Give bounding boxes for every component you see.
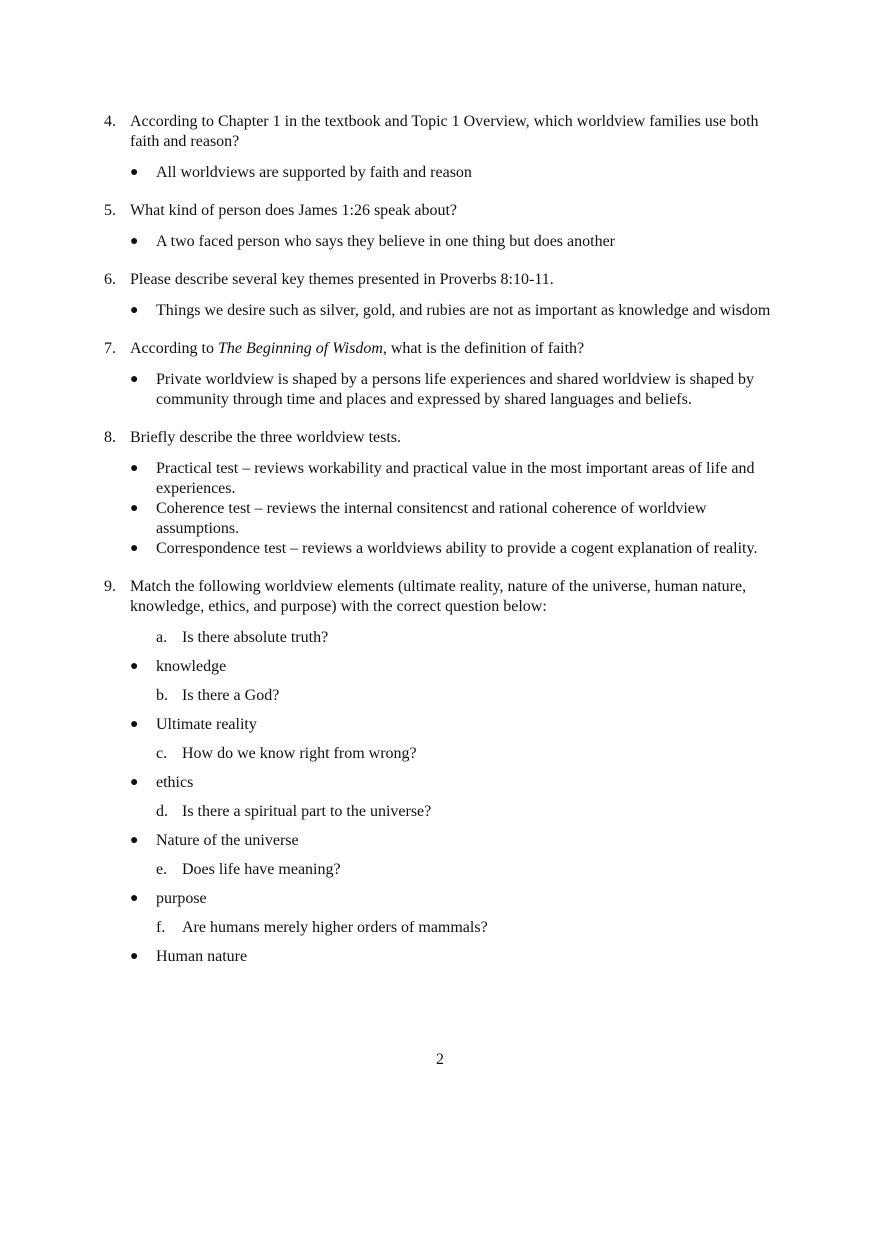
bullet-icon: ● xyxy=(130,949,139,964)
question-number: 8. xyxy=(104,429,116,446)
matching-question xyxy=(156,686,784,706)
answer-item xyxy=(130,163,784,183)
bullet-icon: ● xyxy=(130,891,139,906)
question-number: 9. xyxy=(104,578,116,595)
question-text-after: , what is the definition of faith? xyxy=(382,340,585,357)
matching-letter: e. xyxy=(156,861,168,878)
matching-answer xyxy=(130,657,784,677)
bullet-icon: ● xyxy=(130,501,139,516)
matching-answer xyxy=(130,889,784,909)
answer-text: Private worldview is shaped by a persons life experiences and shared worldview is shaped by community through time and places and expressed by shared languages and beliefs. xyxy=(156,371,755,408)
question-block-9 xyxy=(104,577,784,967)
bullet-icon: ● xyxy=(130,541,139,556)
answer-item xyxy=(130,301,784,321)
matching-answer-text: purpose xyxy=(156,890,207,907)
answer-text: All worldviews are supported by faith and reason xyxy=(156,164,472,181)
question-text: Match the following worldview elements (ultimate reality, nature of the universe, human nature, knowledge, ethics, and purpose) with the correct question below: xyxy=(130,578,747,615)
answer-text: Correspondence test – reviews a worldviews ability to provide a cogent explanation of reality. xyxy=(156,540,758,557)
matching-question xyxy=(156,860,784,880)
matching-answer xyxy=(130,773,784,793)
matching-answer-text: Nature of the universe xyxy=(156,832,299,849)
book-title: The Beginning of Wisdom xyxy=(217,340,383,357)
bullet-icon: ● xyxy=(130,165,139,180)
answer-item xyxy=(130,499,784,539)
matching-question-text: Is there a God? xyxy=(182,687,280,704)
question-block-7 xyxy=(104,339,784,410)
matching-answer-text: Human nature xyxy=(156,948,248,965)
answer-item xyxy=(130,459,784,499)
matching-question xyxy=(156,802,784,822)
matching-letter: a. xyxy=(156,629,168,646)
question-block-8 xyxy=(104,428,784,559)
answer-text: Things we desire such as silver, gold, and rubies are not as important as knowledge and wisdom xyxy=(156,302,771,319)
question-block-5 xyxy=(104,201,784,252)
bullet-icon: ● xyxy=(130,461,139,476)
matching-question xyxy=(156,918,784,938)
answer-text: Practical test – reviews workability and practical value in the most important areas of life and experiences. xyxy=(156,460,755,497)
question-number: 4. xyxy=(104,113,116,130)
question-text: Please describe several key themes presented in Proverbs 8:10-11. xyxy=(130,271,554,288)
answer-item xyxy=(130,232,784,252)
page-number: 2 xyxy=(436,1051,444,1068)
matching-answer xyxy=(130,947,784,967)
question-6 xyxy=(104,270,784,290)
matching-answer-text: ethics xyxy=(156,774,194,791)
matching-question-text: Are humans merely higher orders of mammals? xyxy=(182,919,488,936)
matching-letter: f. xyxy=(156,919,166,936)
question-4 xyxy=(104,112,784,152)
question-8 xyxy=(104,428,784,448)
question-text: According to Chapter 1 in the textbook and Topic 1 Overview, which worldview families use both faith and reason? xyxy=(130,113,759,150)
question-block-4 xyxy=(104,112,784,183)
matching-question xyxy=(156,628,784,648)
question-text: Briefly describe the three worldview tests. xyxy=(130,429,402,446)
question-block-6 xyxy=(104,270,784,321)
bullet-icon: ● xyxy=(130,234,139,249)
question-5 xyxy=(104,201,784,221)
matching-question-text: Is there a spiritual part to the universe? xyxy=(182,803,432,820)
matching-answer-text: Ultimate reality xyxy=(156,716,257,733)
bullet-icon: ● xyxy=(130,659,139,674)
answer-text: Coherence test – reviews the internal consitencst and rational coherence of worldview assumptions. xyxy=(156,500,707,537)
bullet-icon: ● xyxy=(130,775,139,790)
matching-question-text: Is there absolute truth? xyxy=(182,629,329,646)
question-9 xyxy=(104,577,784,617)
question-text xyxy=(130,339,784,359)
matching-letter: c. xyxy=(156,745,168,762)
question-text-before: According to xyxy=(130,340,218,357)
matching-answer xyxy=(130,715,784,735)
matching-question-text: Does life have meaning? xyxy=(182,861,341,878)
answer-item xyxy=(130,370,784,410)
matching-question xyxy=(156,744,784,764)
question-number: 5. xyxy=(104,202,116,219)
bullet-icon: ● xyxy=(130,372,139,387)
matching-answer-text: knowledge xyxy=(156,658,227,675)
answer-text: A two faced person who says they believe in one thing but does another xyxy=(156,233,615,250)
bullet-icon: ● xyxy=(130,717,139,732)
question-number: 7. xyxy=(104,340,116,357)
matching-letter: d. xyxy=(156,803,168,820)
answer-item xyxy=(130,539,784,559)
question-number: 6. xyxy=(104,271,116,288)
question-7 xyxy=(104,339,784,359)
bullet-icon: ● xyxy=(130,833,139,848)
document-content xyxy=(104,112,784,985)
question-text: What kind of person does James 1:26 speak about? xyxy=(130,202,458,219)
matching-letter: b. xyxy=(156,687,168,704)
matching-question-text: How do we know right from wrong? xyxy=(182,745,417,762)
matching-answer xyxy=(130,831,784,851)
bullet-icon: ● xyxy=(130,303,139,318)
